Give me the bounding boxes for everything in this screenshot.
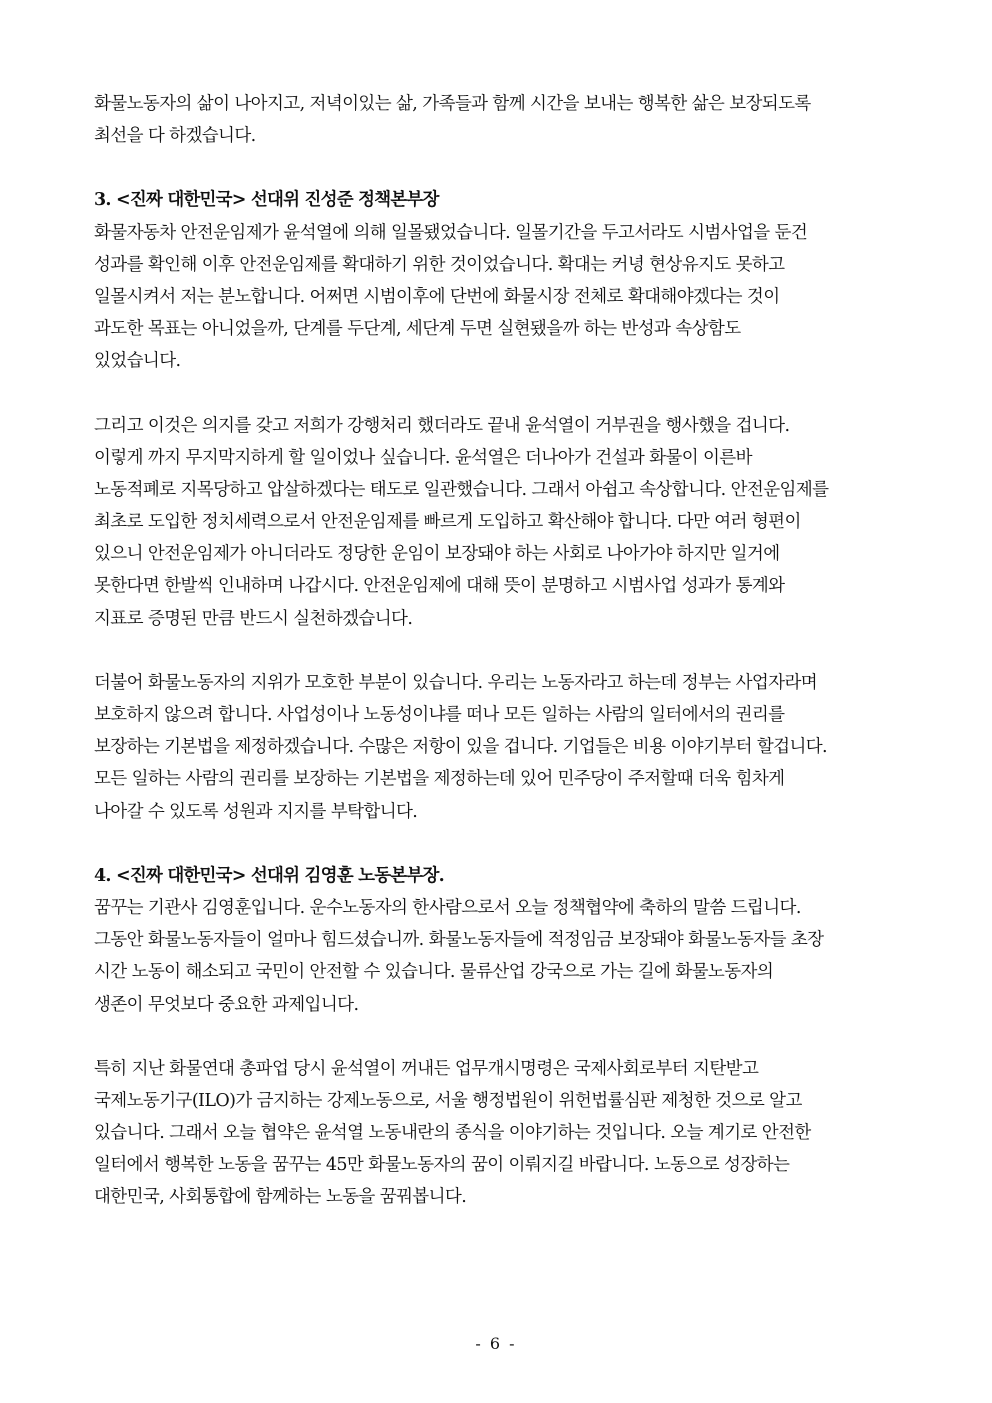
document-body	[94, 88, 904, 1246]
text-line: 과도한 목표는 아니었을까, 단계를 두단계, 세단계 두면 실현됐을까 하는 반성과 속상함도	[94, 319, 741, 340]
text-line: 보호하지 않으려 합니다. 사업성이나 노동성이냐를 떠나 모든 일하는 사람의 일터에서의 권리를	[94, 705, 785, 725]
section-3-paragraph-3	[94, 667, 904, 828]
text-line: 못한다면 한발씩 인내하며 나갑시다. 안전운임제에 대해 뜻이 분명하고 시범사업 성과가 통계와	[94, 576, 785, 597]
section-4-paragraph-1	[94, 892, 904, 1021]
text-line: 지표로 증명된 만큼 반드시 실천하겠습니다.	[94, 608, 413, 629]
text-line: 최초로 도입한 정치세력으로서 안전운임제를 빠르게 도입하고 확산해야 합니다. 다만 여러 형편이	[94, 512, 801, 533]
text-line: 최선을 다 하겠습니다.	[94, 126, 256, 147]
text-line: 생존이 무엇보다 중요한 과제입니다.	[94, 994, 359, 1015]
section-4-heading: 4. <진짜 대한민국> 선대위 김영훈 노동본부장.	[94, 865, 444, 886]
text-line: 나아갈 수 있도록 성원과 지지를 부탁합니다.	[94, 801, 418, 822]
text-line: 화물노동자의 삶이 나아지고, 저녁이있는 삶, 가족들과 함께 시간을 보내는 행복한 삶은 보장되도록	[94, 94, 811, 114]
text-line: 국제노동기구(ILO)가 금지하는 강제노동으로, 서울 행정법원이 위헌법률심판 제청한 것으로 알고	[94, 1090, 802, 1111]
intro-paragraph	[94, 88, 904, 152]
section-3-heading: 3. <진짜 대한민국> 선대위 진성준 정책본부장	[94, 190, 439, 211]
text-line: 화물자동차 안전운임제가 윤석열에 의해 일몰됐었습니다. 일몰기간을 두고서라도 시범사업을 둔건	[94, 222, 808, 243]
page-number: - 6 -	[475, 1334, 517, 1353]
text-line: 이렇게 까지 무지막지하게 할 일이었나 싶습니다. 윤석열은 더나아가 건설과 화물이 이른바	[94, 447, 752, 468]
text-line: 더불어 화물노동자의 지위가 모호한 부분이 있습니다. 우리는 노동자라고 하는데 정부는 사업자라며	[94, 672, 818, 693]
text-line: 있습니다. 그래서 오늘 협약은 윤석열 노동내란의 종식을 이야기하는 것입니다. 오늘 계기로 안전한	[94, 1123, 811, 1144]
text-line: 성과를 확인해 이후 안전운임제를 확대하기 위한 것이었습니다. 확대는 커녕 현상유지도 못하고	[94, 254, 785, 275]
section-3-paragraph-2	[94, 410, 904, 635]
text-line: 있었습니다.	[94, 351, 181, 372]
text-line: 있으니 안전운임제가 아니더라도 정당한 운임이 보장돼야 하는 사회로 나아가야 하지만 일거에	[94, 544, 780, 565]
text-line: 일터에서 행복한 노동을 꿈꾸는 45만 화물노동자의 꿈이 이뤄지길 바랍니다. 노동으로 성장하는	[94, 1155, 790, 1176]
text-line: 특히 지난 화물연대 총파업 당시 윤석열이 꺼내든 업무개시명령은 국제사회로부터 지탄받고	[94, 1058, 759, 1079]
text-line: 꿈꾸는 기관사 김영훈입니다. 운수노동자의 한사람으로서 오늘 정책협약에 축하의 말씀 드립니다.	[94, 897, 801, 918]
text-line: 보장하는 기본법을 제정하겠습니다. 수많은 저항이 있을 겁니다. 기업들은 비용 이야기부터 할겁니다.	[94, 737, 828, 758]
text-line: 모든 일하는 사람의 권리를 보장하는 기본법을 제정하는데 있어 민주당이 주저할때 더욱 힘차게	[94, 769, 785, 790]
text-line: 대한민국, 사회통합에 함께하는 노동을 꿈꿔봅니다.	[94, 1187, 467, 1208]
text-line: 시간 노동이 해소되고 국민이 안전할 수 있습니다. 물류산업 강국으로 가는 길에 화물노동자의	[94, 962, 774, 983]
text-line: 노동적폐로 지목당하고 압살하겠다는 태도로 일관했습니다. 그래서 아쉽고 속상합니다. 안전운임제를	[94, 479, 829, 500]
text-line: 그동안 화물노동자들이 얼마나 힘드셨습니까. 화물노동자들에 적정임금 보장돼야 화물노동자들 초장	[94, 930, 824, 951]
section-4-paragraph-2	[94, 1053, 904, 1214]
text-line: 그리고 이것은 의지를 갖고 저희가 강행처리 했더라도 끝내 윤석열이 거부권을 행사했을 겁니다.	[94, 415, 790, 436]
section-3-paragraph-1	[94, 217, 904, 378]
section-4	[94, 860, 904, 1214]
section-3	[94, 184, 904, 827]
text-line: 일몰시켜서 저는 분노합니다. 어쩌면 시범이후에 단번에 화물시장 전체로 확대해야겠다는 것이	[94, 286, 780, 307]
